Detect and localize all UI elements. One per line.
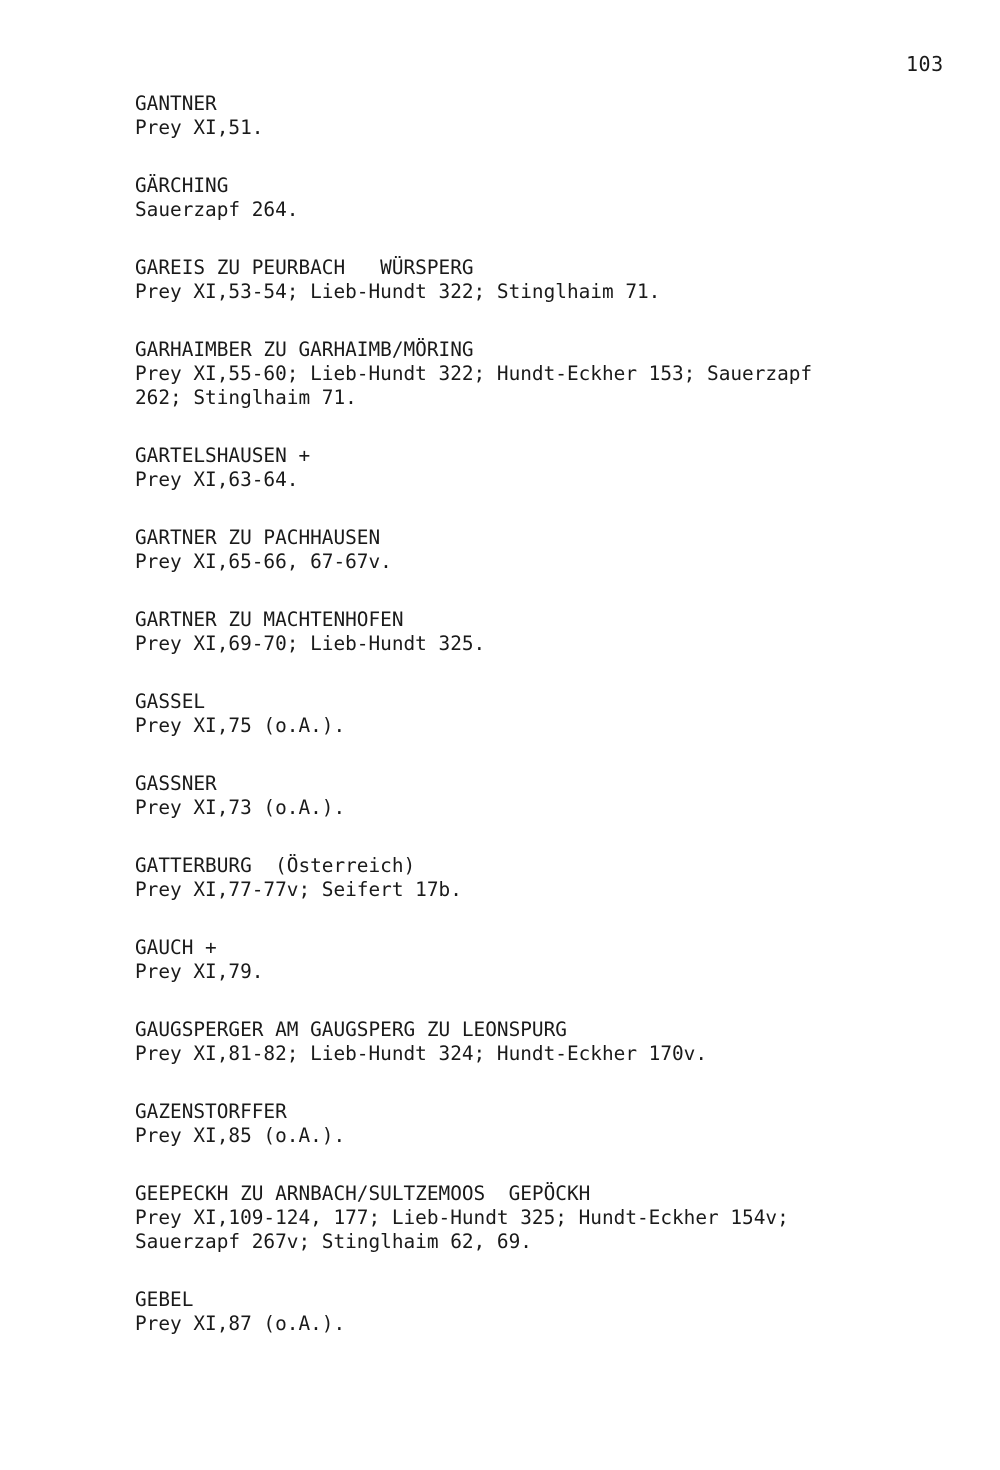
entry-reference: Prey XI,75 (o.A.). — [135, 714, 346, 737]
entry-name: GARHAIMBER ZU GARHAIMB/MÖRING — [135, 338, 474, 361]
entry — [135, 526, 955, 574]
entry — [135, 772, 955, 820]
entry — [135, 338, 955, 410]
entry-name: GARTNER ZU PACHHAUSEN — [135, 526, 381, 549]
entry — [135, 690, 955, 738]
entry-name: GAREIS ZU PEURBACH WÜRSPERG — [135, 256, 474, 279]
entry-list — [135, 92, 955, 1370]
entry-name: GAZENSTORFFER — [135, 1100, 287, 1123]
entry — [135, 256, 955, 304]
entry-reference: 262; Stinglhaim 71. — [135, 386, 357, 409]
entry-reference: Prey XI,53-54; Lieb-Hundt 322; Stinglhaim 71. — [135, 280, 661, 303]
entry-name: GANTNER — [135, 92, 217, 115]
entry-reference: Prey XI,51. — [135, 116, 264, 139]
entry-name: GARTELSHAUSEN + — [135, 444, 311, 467]
entry-reference: Prey XI,77-77v; Seifert 17b. — [135, 878, 462, 901]
entry-reference: Prey XI,65-66, 67-67v. — [135, 550, 392, 573]
entry-name: GARTNER ZU MACHTENHOFEN — [135, 608, 404, 631]
entry — [135, 936, 955, 984]
entry-name: GASSNER — [135, 772, 217, 795]
entry-reference: Sauerzapf 264. — [135, 198, 299, 221]
entry-name: GAUGSPERGER AM GAUGSPERG ZU LEONSPURG — [135, 1018, 567, 1041]
page-number: 103 — [906, 52, 944, 76]
entry-reference: Prey XI,81-82; Lieb-Hundt 324; Hundt-Eckher 170v. — [135, 1042, 708, 1065]
entry-reference: Prey XI,87 (o.A.). — [135, 1312, 346, 1335]
entry — [135, 444, 955, 492]
entry — [135, 174, 955, 222]
entry-name: GÄRCHING — [135, 174, 229, 197]
entry-name: GEBEL — [135, 1288, 194, 1311]
entry-name: GAUCH + — [135, 936, 217, 959]
entry — [135, 608, 955, 656]
entry-reference: Prey XI,55-60; Lieb-Hundt 322; Hundt-Eckher 153; Sauerzapf — [135, 362, 813, 385]
entry — [135, 1182, 955, 1254]
entry — [135, 1288, 955, 1336]
entry-reference: Sauerzapf 267v; Stinglhaim 62, 69. — [135, 1230, 532, 1253]
entry-reference: Prey XI,109-124, 177; Lieb-Hundt 325; Hundt-Eckher 154v; — [135, 1206, 789, 1229]
entry-reference: Prey XI,79. — [135, 960, 264, 983]
entry — [135, 854, 955, 902]
entry-name: GATTERBURG (Österreich) — [135, 854, 416, 877]
entry — [135, 1018, 955, 1066]
entry-reference: Prey XI,63-64. — [135, 468, 299, 491]
entry-reference: Prey XI,73 (o.A.). — [135, 796, 346, 819]
entry-reference: Prey XI,85 (o.A.). — [135, 1124, 346, 1147]
entry-name: GEEPECKH ZU ARNBACH/SULTZEMOOS GEPÖCKH — [135, 1182, 591, 1205]
entry-name: GASSEL — [135, 690, 206, 713]
entry — [135, 1100, 955, 1148]
entry — [135, 92, 955, 140]
entry-reference: Prey XI,69-70; Lieb-Hundt 325. — [135, 632, 486, 655]
